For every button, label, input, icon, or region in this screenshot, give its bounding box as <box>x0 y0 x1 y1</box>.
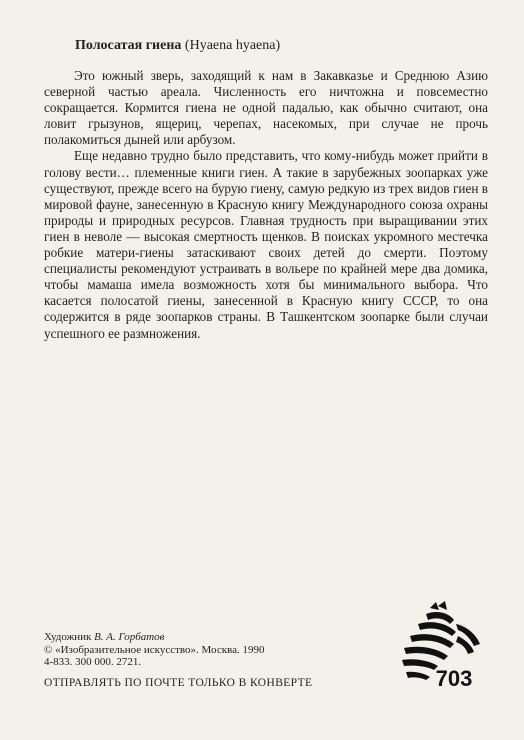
mailing-notice: ОТПРАВЛЯТЬ ПО ПОЧТЕ ТОЛЬКО В КОНВЕРТЕ <box>44 677 313 689</box>
artist-label: Художник <box>44 631 92 643</box>
artist-line <box>44 631 264 644</box>
logo-number: 703 <box>435 666 473 691</box>
code-line: 4-833. 300 000. 2721. <box>44 656 142 668</box>
zebra-head-icon <box>396 600 490 694</box>
artist-name: В. А. Горбатов <box>94 631 165 643</box>
title-latin: (Hyaena hyaena) <box>184 38 281 53</box>
title-russian: Полосатая гиена <box>75 38 182 53</box>
credits-block <box>44 631 264 669</box>
article-body <box>44 68 488 342</box>
publisher-line: © «Изобразительное искусство». Москва. 1990 <box>44 643 265 656</box>
paragraph-1: Это южный зверь, заходящий к нам в Закавказье и Среднюю Азию северной частью ареала. Численность его ничтожна и повсеместно сокращается. Кормится гиена не одной падалью, как обычно считают, она ловит грызунов, ящериц, черепах, насекомых, при случае не прочь полакомиться дыней или арбузом. <box>44 68 488 148</box>
page-title <box>75 37 280 55</box>
paragraph-2: Еще недавно трудно было представить, что кому-нибудь может прийти в голову вести… племенные книги гиен. А такие в зарубежных зоопарках уже существуют, прежде всего на бурую гиену, самую редкую из трех видов гиен в мировой фауне, занесенную в Красную книгу Международного союза охраны природы и природных ресурсов. Главная трудность при выращивании этих гиен в неволе — высокая смертность щенков. В поисках укромного местечка робкие матери-гиены затаскивают своих детей до смерти. Поэтому специалисты рекомендуют устраивать в вольере по крайней мере два домика, чтобы мамаша имела возможность хотя бы минимального выбора. Что касается полосатой гиены, занесенной в Красную книгу СССР, то она содержится в ряде зоопарков страны. В Ташкентском зоопарке были случаи успешного ее размножения. <box>44 148 488 341</box>
